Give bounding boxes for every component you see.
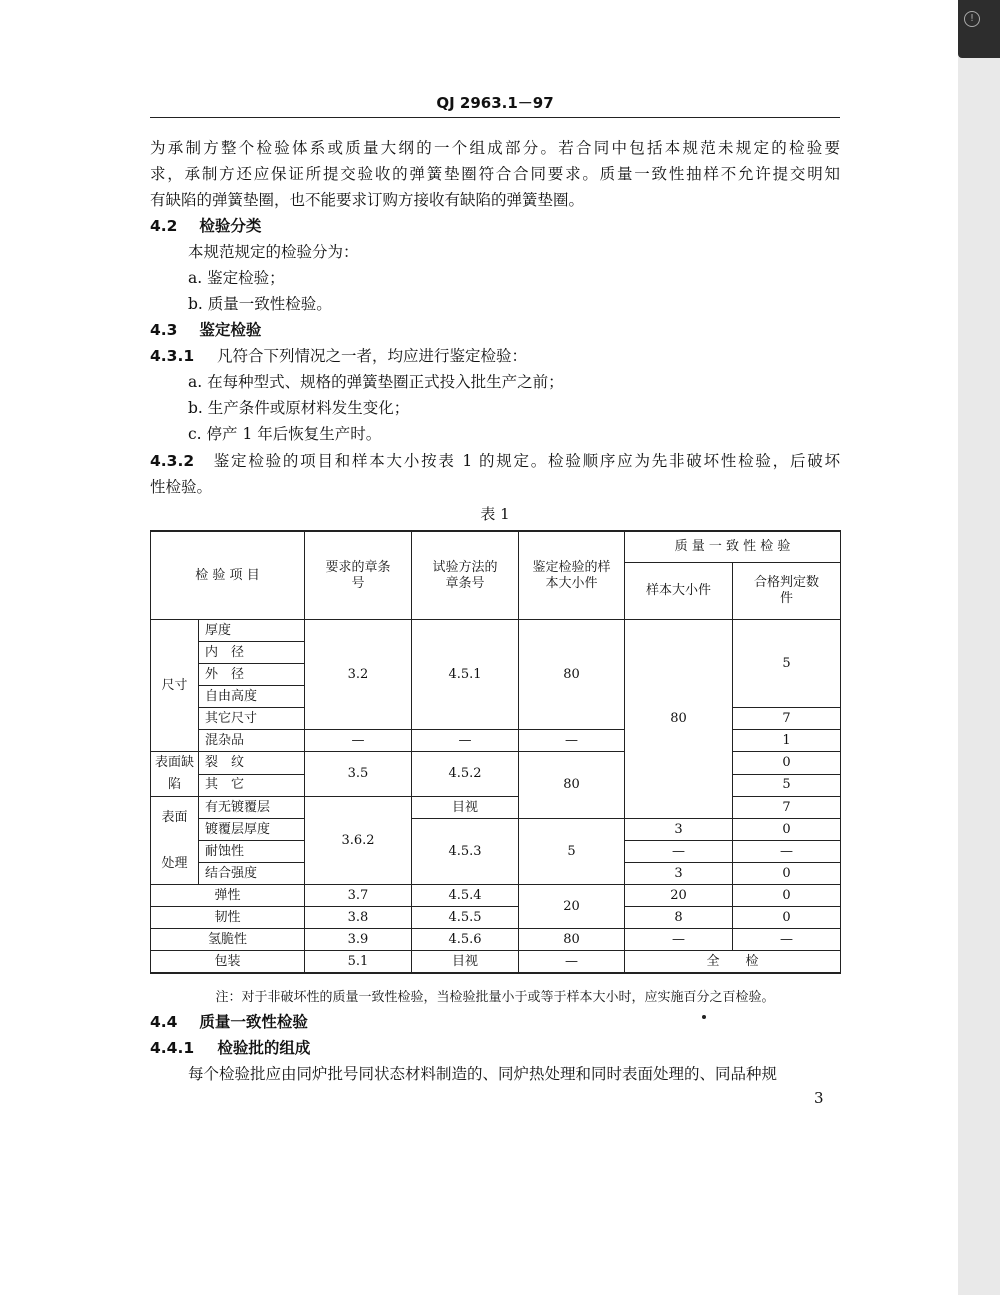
pack-method: 目视 [412, 951, 519, 974]
row-crack: 裂 纹 [199, 752, 305, 775]
page-header: QJ 2963.1－97 [436, 94, 554, 112]
header-qc-accept: 合格判定数件 [733, 563, 841, 620]
h-req: 3.9 [305, 929, 412, 951]
toughness-accept: 0 [733, 907, 841, 929]
section-number: 4.4 [150, 1013, 178, 1031]
scan-speck [702, 1015, 706, 1019]
row-mixed: 混杂品 [199, 730, 305, 752]
row-thickness: 厚度 [199, 620, 305, 642]
corrosion-accept: — [733, 841, 841, 863]
section-number: 4.4.1 [150, 1039, 195, 1057]
table-note: 注：对于非破坏性的质量一致性检验，当检验批量小于或等于样本大小时，应实施百分之百检验。 [215, 990, 775, 1005]
h-sample: — [625, 929, 733, 951]
table-caption: 表 1 [480, 505, 510, 523]
treat-qual: 5 [519, 819, 625, 885]
group-surface-treatment [151, 797, 199, 885]
info-icon[interactable]: ! [964, 11, 980, 27]
group-label-line: 表面 [161, 809, 188, 825]
paragraph-line: 求，承制方还应保证所提交验收的弹簧垫圈符合合同要求。质量一致性抽样不允许提交明知 [150, 165, 840, 183]
toughness-sample: 8 [625, 907, 733, 929]
section-number: 4.2 [150, 217, 178, 235]
group-dimension: 尺寸 [151, 620, 199, 752]
pack-req: 5.1 [305, 951, 412, 974]
row-hydrogen-embrittlement: 氢脆性 [151, 929, 305, 951]
row-adhesion: 结合强度 [199, 863, 305, 885]
adhesion-accept: 0 [733, 863, 841, 885]
page-number: 3 [814, 1089, 824, 1107]
group-label-line: 处理 [161, 855, 188, 871]
elasticity-accept: 0 [733, 885, 841, 907]
row-free-height: 自由高度 [199, 686, 305, 708]
paragraph-text: 鉴定检验的项目和样本大小按表 1 的规定。检验顺序应为先非破坏性检验，后破坏 [212, 452, 840, 470]
row-corrosion: 耐蚀性 [199, 841, 305, 863]
mixed-req: — [305, 730, 412, 752]
toughness-method: 4.5.5 [412, 907, 519, 929]
paragraph-line: 有缺陷的弹簧垫圈，也不能要求订购方接收有缺陷的弹簧垫圈。 [150, 191, 585, 209]
group-surface-defect: 表面缺陷 [151, 752, 199, 797]
elast-tough-qual: 20 [519, 885, 625, 929]
section-number: 4.3.1 [150, 347, 195, 365]
other-defect-accept: 5 [733, 774, 841, 797]
coating-thickness-accept: 0 [733, 819, 841, 841]
qc-sample-big: 80 [625, 620, 733, 819]
defect-method: 4.5.2 [412, 752, 519, 797]
row-elasticity: 弹性 [151, 885, 305, 907]
list-item: a. 鉴定检验； [188, 269, 285, 287]
row-outer-diameter: 外 径 [199, 664, 305, 686]
row-coating-thickness: 镀覆层厚度 [199, 819, 305, 841]
row-inner-diameter: 内 径 [199, 642, 305, 664]
paragraph-line: 性检验。 [150, 478, 213, 496]
dim-method: 4.5.1 [412, 620, 519, 730]
elasticity-req: 3.7 [305, 885, 412, 907]
h-accept: — [733, 929, 841, 951]
row-other-dimension: 其它尺寸 [199, 708, 305, 730]
toughness-req: 3.8 [305, 907, 412, 929]
overlay-widget[interactable] [958, 0, 1000, 58]
list-item: b. 生产条件或原材料发生变化； [188, 399, 410, 417]
treat-method: 4.5.3 [412, 819, 519, 885]
header-method-clause: 试验方法的章条号 [412, 531, 519, 620]
dim-accept: 5 [733, 620, 841, 708]
defect-req: 3.5 [305, 752, 412, 797]
section-4-4-1-heading [150, 1036, 310, 1058]
header-item: 检 验 项 目 [151, 531, 305, 620]
defect-qual: 80 [519, 752, 625, 819]
section-4-3-2 [150, 449, 840, 471]
section-title: 鉴定检验 [199, 320, 262, 339]
section-4-4-heading [150, 1010, 308, 1032]
mixed-qual: — [519, 730, 625, 752]
coating-thickness-sample: 3 [625, 819, 733, 841]
row-coating-presence: 有无镀覆层 [199, 797, 305, 819]
pack-qual: — [519, 951, 625, 974]
coating-presence-accept: 7 [733, 797, 841, 819]
pack-qc: 全 检 [625, 951, 841, 974]
header-qual-sample: 鉴定检验的样本大小件 [519, 531, 625, 620]
elasticity-method: 4.5.4 [412, 885, 519, 907]
list-item: a. 在每种型式、规格的弹簧垫圈正式投入批生产之前； [188, 373, 564, 391]
paragraph-text: 凡符合下列情况之一者，均应进行鉴定检验： [216, 347, 527, 365]
paragraph-line: 为承制方整个检验体系或质量大纲的一个组成部分。若合同中包括本规范未规定的检验要 [150, 139, 840, 157]
section-title: 检验分类 [199, 216, 262, 235]
inspection-table [150, 530, 841, 974]
row-toughness: 韧性 [151, 907, 305, 929]
other-dim-accept: 7 [733, 708, 841, 730]
section-number: 4.3 [150, 321, 178, 339]
section-4-3-heading [150, 318, 261, 340]
section-title: 检验批的组成 [217, 1038, 311, 1057]
h-qual: 80 [519, 929, 625, 951]
list-item: c. 停产 1 年后恢复生产时。 [188, 425, 382, 443]
coating-presence-method: 目视 [412, 797, 519, 819]
h-method: 4.5.6 [412, 929, 519, 951]
row-other-defect: 其 它 [199, 774, 305, 797]
section-4-2-heading [150, 214, 261, 236]
mixed-accept: 1 [733, 730, 841, 752]
elasticity-sample: 20 [625, 885, 733, 907]
paragraph-line: 每个检验批应由同炉批号同状态材料制造的、同炉热处理和同时表面处理的、同品种规 [188, 1065, 778, 1083]
treat-req: 3.6.2 [305, 797, 412, 885]
crack-accept: 0 [733, 752, 841, 775]
paragraph-line: 本规范规定的检验分为： [188, 243, 359, 261]
header-qc-group: 质 量 一 致 性 检 验 [625, 531, 841, 563]
header-req-clause: 要求的章条号 [305, 531, 412, 620]
corrosion-sample: — [625, 841, 733, 863]
dim-req: 3.2 [305, 620, 412, 730]
header-rule [150, 117, 840, 118]
dim-qual: 80 [519, 620, 625, 730]
row-packaging: 包装 [151, 951, 305, 974]
mixed-method: — [412, 730, 519, 752]
header-qc-sample: 样本大小件 [625, 563, 733, 620]
section-4-3-1 [150, 344, 527, 366]
section-number: 4.3.2 [150, 452, 195, 470]
list-item: b. 质量一致性检验。 [188, 295, 332, 313]
section-title: 质量一致性检验 [199, 1012, 308, 1031]
adhesion-sample: 3 [625, 863, 733, 885]
